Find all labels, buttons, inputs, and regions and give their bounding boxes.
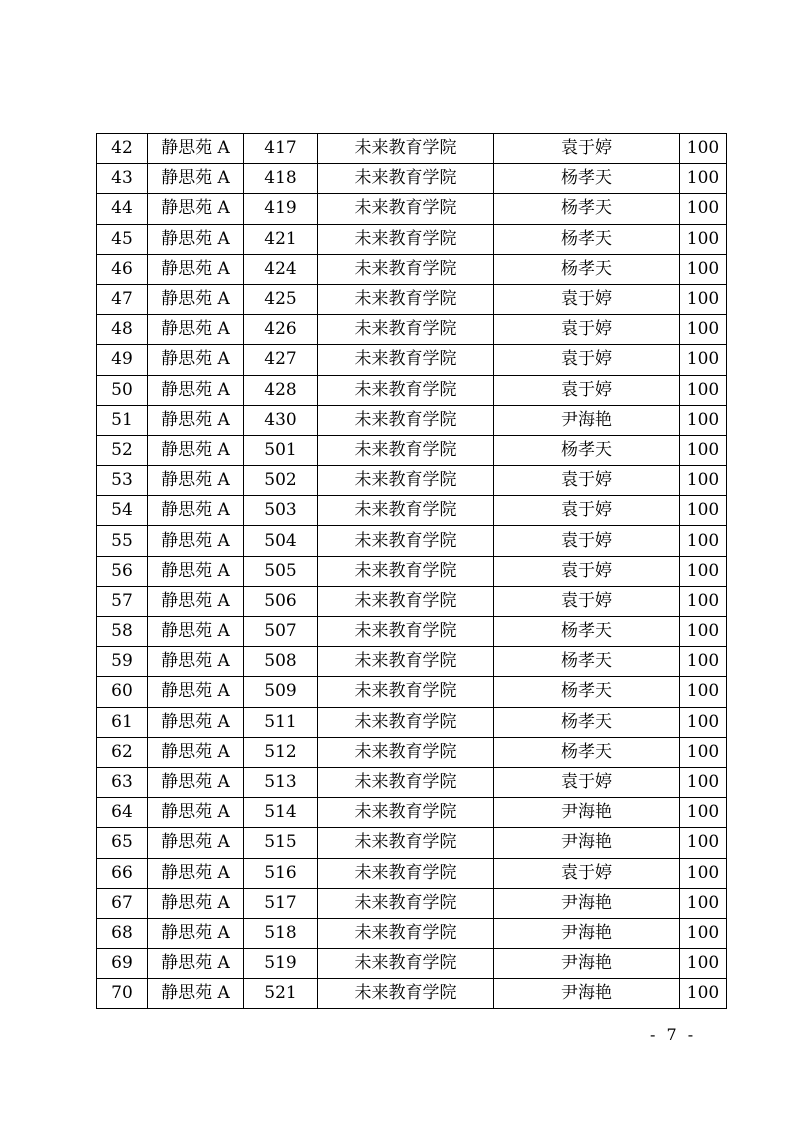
table-row xyxy=(97,375,727,405)
building-cell: 静思苑 A xyxy=(148,677,244,707)
room-number-cell: 428 xyxy=(244,375,318,405)
person-in-charge-cell: 袁于婷 xyxy=(494,767,680,797)
building-cell: 静思苑 A xyxy=(148,134,244,164)
table-row xyxy=(97,496,727,526)
college-cell: 未来教育学院 xyxy=(318,134,494,164)
table-row xyxy=(97,466,727,496)
college-cell: 未来教育学院 xyxy=(318,707,494,737)
person-in-charge-cell: 袁于婷 xyxy=(494,858,680,888)
person-in-charge-cell: 袁于婷 xyxy=(494,556,680,586)
row-number-cell: 60 xyxy=(97,677,148,707)
score-cell: 100 xyxy=(680,858,727,888)
table-row xyxy=(97,647,727,677)
table-row xyxy=(97,858,727,888)
building-cell: 静思苑 A xyxy=(148,888,244,918)
table-row xyxy=(97,405,727,435)
table-row xyxy=(97,315,727,345)
college-cell: 未来教育学院 xyxy=(318,435,494,465)
row-number-cell: 50 xyxy=(97,375,148,405)
table-row xyxy=(97,949,727,979)
room-number-cell: 419 xyxy=(244,194,318,224)
row-number-cell: 45 xyxy=(97,224,148,254)
person-in-charge-cell: 杨孝天 xyxy=(494,224,680,254)
person-in-charge-cell: 杨孝天 xyxy=(494,707,680,737)
person-in-charge-cell: 杨孝天 xyxy=(494,164,680,194)
building-cell: 静思苑 A xyxy=(148,164,244,194)
person-in-charge-cell: 袁于婷 xyxy=(494,496,680,526)
building-cell: 静思苑 A xyxy=(148,707,244,737)
college-cell: 未来教育学院 xyxy=(318,737,494,767)
person-in-charge-cell: 尹海艳 xyxy=(494,949,680,979)
score-cell: 100 xyxy=(680,496,727,526)
score-cell: 100 xyxy=(680,164,727,194)
building-cell: 静思苑 A xyxy=(148,617,244,647)
score-cell: 100 xyxy=(680,526,727,556)
row-number-cell: 46 xyxy=(97,254,148,284)
person-in-charge-cell: 杨孝天 xyxy=(494,737,680,767)
table-row xyxy=(97,586,727,616)
building-cell: 静思苑 A xyxy=(148,828,244,858)
person-in-charge-cell: 袁于婷 xyxy=(494,315,680,345)
room-number-cell: 426 xyxy=(244,315,318,345)
person-in-charge-cell: 袁于婷 xyxy=(494,466,680,496)
row-number-cell: 43 xyxy=(97,164,148,194)
table-row xyxy=(97,828,727,858)
score-cell: 100 xyxy=(680,918,727,948)
score-cell: 100 xyxy=(680,707,727,737)
building-cell: 静思苑 A xyxy=(148,556,244,586)
score-cell: 100 xyxy=(680,466,727,496)
room-number-cell: 521 xyxy=(244,979,318,1009)
score-cell: 100 xyxy=(680,254,727,284)
room-number-cell: 512 xyxy=(244,737,318,767)
room-number-cell: 501 xyxy=(244,435,318,465)
room-number-cell: 417 xyxy=(244,134,318,164)
score-cell: 100 xyxy=(680,345,727,375)
college-cell: 未来教育学院 xyxy=(318,496,494,526)
person-in-charge-cell: 杨孝天 xyxy=(494,617,680,647)
room-number-cell: 519 xyxy=(244,949,318,979)
college-cell: 未来教育学院 xyxy=(318,949,494,979)
person-in-charge-cell: 尹海艳 xyxy=(494,828,680,858)
building-cell: 静思苑 A xyxy=(148,979,244,1009)
score-cell: 100 xyxy=(680,586,727,616)
dormitory-score-table xyxy=(96,133,727,1009)
college-cell: 未来教育学院 xyxy=(318,254,494,284)
room-number-cell: 513 xyxy=(244,767,318,797)
row-number-cell: 47 xyxy=(97,284,148,314)
building-cell: 静思苑 A xyxy=(148,466,244,496)
score-cell: 100 xyxy=(680,677,727,707)
table-row xyxy=(97,134,727,164)
row-number-cell: 65 xyxy=(97,828,148,858)
person-in-charge-cell: 袁于婷 xyxy=(494,284,680,314)
college-cell: 未来教育学院 xyxy=(318,284,494,314)
college-cell: 未来教育学院 xyxy=(318,767,494,797)
row-number-cell: 68 xyxy=(97,918,148,948)
row-number-cell: 52 xyxy=(97,435,148,465)
row-number-cell: 63 xyxy=(97,767,148,797)
row-number-cell: 49 xyxy=(97,345,148,375)
room-number-cell: 427 xyxy=(244,345,318,375)
building-cell: 静思苑 A xyxy=(148,949,244,979)
room-number-cell: 516 xyxy=(244,858,318,888)
score-cell: 100 xyxy=(680,767,727,797)
table-row xyxy=(97,888,727,918)
table-row xyxy=(97,224,727,254)
building-cell: 静思苑 A xyxy=(148,405,244,435)
score-cell: 100 xyxy=(680,888,727,918)
building-cell: 静思苑 A xyxy=(148,345,244,375)
person-in-charge-cell: 袁于婷 xyxy=(494,375,680,405)
table-row xyxy=(97,345,727,375)
room-number-cell: 507 xyxy=(244,617,318,647)
table-row xyxy=(97,164,727,194)
person-in-charge-cell: 袁于婷 xyxy=(494,134,680,164)
person-in-charge-cell: 尹海艳 xyxy=(494,888,680,918)
room-number-cell: 424 xyxy=(244,254,318,284)
person-in-charge-cell: 尹海艳 xyxy=(494,918,680,948)
score-cell: 100 xyxy=(680,435,727,465)
room-number-cell: 430 xyxy=(244,405,318,435)
college-cell: 未来教育学院 xyxy=(318,224,494,254)
college-cell: 未来教育学院 xyxy=(318,526,494,556)
building-cell: 静思苑 A xyxy=(148,918,244,948)
score-cell: 100 xyxy=(680,979,727,1009)
room-number-cell: 418 xyxy=(244,164,318,194)
row-number-cell: 64 xyxy=(97,798,148,828)
score-cell: 100 xyxy=(680,828,727,858)
person-in-charge-cell: 杨孝天 xyxy=(494,435,680,465)
college-cell: 未来教育学院 xyxy=(318,617,494,647)
college-cell: 未来教育学院 xyxy=(318,405,494,435)
score-cell: 100 xyxy=(680,647,727,677)
building-cell: 静思苑 A xyxy=(148,586,244,616)
building-cell: 静思苑 A xyxy=(148,496,244,526)
row-number-cell: 48 xyxy=(97,315,148,345)
score-cell: 100 xyxy=(680,556,727,586)
row-number-cell: 44 xyxy=(97,194,148,224)
table-row xyxy=(97,979,727,1009)
room-number-cell: 421 xyxy=(244,224,318,254)
table-row xyxy=(97,737,727,767)
college-cell: 未来教育学院 xyxy=(318,315,494,345)
person-in-charge-cell: 尹海艳 xyxy=(494,405,680,435)
row-number-cell: 58 xyxy=(97,617,148,647)
table-row xyxy=(97,617,727,647)
table-row xyxy=(97,254,727,284)
score-cell: 100 xyxy=(680,617,727,647)
person-in-charge-cell: 尹海艳 xyxy=(494,798,680,828)
row-number-cell: 67 xyxy=(97,888,148,918)
person-in-charge-cell: 袁于婷 xyxy=(494,345,680,375)
college-cell: 未来教育学院 xyxy=(318,677,494,707)
building-cell: 静思苑 A xyxy=(148,254,244,284)
room-number-cell: 425 xyxy=(244,284,318,314)
college-cell: 未来教育学院 xyxy=(318,828,494,858)
room-number-cell: 518 xyxy=(244,918,318,948)
score-cell: 100 xyxy=(680,315,727,345)
building-cell: 静思苑 A xyxy=(148,284,244,314)
room-number-cell: 508 xyxy=(244,647,318,677)
table-row xyxy=(97,194,727,224)
college-cell: 未来教育学院 xyxy=(318,194,494,224)
room-number-cell: 515 xyxy=(244,828,318,858)
table-row xyxy=(97,435,727,465)
building-cell: 静思苑 A xyxy=(148,435,244,465)
person-in-charge-cell: 杨孝天 xyxy=(494,194,680,224)
building-cell: 静思苑 A xyxy=(148,858,244,888)
building-cell: 静思苑 A xyxy=(148,194,244,224)
person-in-charge-cell: 袁于婷 xyxy=(494,586,680,616)
building-cell: 静思苑 A xyxy=(148,767,244,797)
building-cell: 静思苑 A xyxy=(148,375,244,405)
college-cell: 未来教育学院 xyxy=(318,586,494,616)
row-number-cell: 66 xyxy=(97,858,148,888)
room-number-cell: 504 xyxy=(244,526,318,556)
table-row xyxy=(97,707,727,737)
college-cell: 未来教育学院 xyxy=(318,345,494,375)
row-number-cell: 57 xyxy=(97,586,148,616)
row-number-cell: 70 xyxy=(97,979,148,1009)
person-in-charge-cell: 尹海艳 xyxy=(494,979,680,1009)
table-row xyxy=(97,556,727,586)
row-number-cell: 42 xyxy=(97,134,148,164)
person-in-charge-cell: 杨孝天 xyxy=(494,254,680,284)
college-cell: 未来教育学院 xyxy=(318,888,494,918)
room-number-cell: 502 xyxy=(244,466,318,496)
college-cell: 未来教育学院 xyxy=(318,164,494,194)
person-in-charge-cell: 袁于婷 xyxy=(494,526,680,556)
page-number: - 7 - xyxy=(650,1025,697,1044)
room-number-cell: 506 xyxy=(244,586,318,616)
building-cell: 静思苑 A xyxy=(148,526,244,556)
score-cell: 100 xyxy=(680,798,727,828)
college-cell: 未来教育学院 xyxy=(318,858,494,888)
table-row xyxy=(97,284,727,314)
row-number-cell: 55 xyxy=(97,526,148,556)
table-row xyxy=(97,677,727,707)
row-number-cell: 53 xyxy=(97,466,148,496)
person-in-charge-cell: 杨孝天 xyxy=(494,677,680,707)
score-cell: 100 xyxy=(680,284,727,314)
table-row xyxy=(97,918,727,948)
score-cell: 100 xyxy=(680,737,727,767)
room-number-cell: 509 xyxy=(244,677,318,707)
college-cell: 未来教育学院 xyxy=(318,466,494,496)
score-cell: 100 xyxy=(680,405,727,435)
score-cell: 100 xyxy=(680,375,727,405)
room-number-cell: 514 xyxy=(244,798,318,828)
score-cell: 100 xyxy=(680,134,727,164)
row-number-cell: 54 xyxy=(97,496,148,526)
building-cell: 静思苑 A xyxy=(148,224,244,254)
table-row xyxy=(97,526,727,556)
score-cell: 100 xyxy=(680,194,727,224)
table-row xyxy=(97,798,727,828)
table-row xyxy=(97,767,727,797)
row-number-cell: 51 xyxy=(97,405,148,435)
person-in-charge-cell: 杨孝天 xyxy=(494,647,680,677)
score-cell: 100 xyxy=(680,949,727,979)
building-cell: 静思苑 A xyxy=(148,737,244,767)
college-cell: 未来教育学院 xyxy=(318,798,494,828)
room-number-cell: 503 xyxy=(244,496,318,526)
college-cell: 未来教育学院 xyxy=(318,556,494,586)
college-cell: 未来教育学院 xyxy=(318,918,494,948)
building-cell: 静思苑 A xyxy=(148,315,244,345)
college-cell: 未来教育学院 xyxy=(318,647,494,677)
row-number-cell: 61 xyxy=(97,707,148,737)
room-number-cell: 505 xyxy=(244,556,318,586)
row-number-cell: 62 xyxy=(97,737,148,767)
room-number-cell: 511 xyxy=(244,707,318,737)
room-number-cell: 517 xyxy=(244,888,318,918)
score-cell: 100 xyxy=(680,224,727,254)
row-number-cell: 56 xyxy=(97,556,148,586)
row-number-cell: 69 xyxy=(97,949,148,979)
college-cell: 未来教育学院 xyxy=(318,979,494,1009)
row-number-cell: 59 xyxy=(97,647,148,677)
building-cell: 静思苑 A xyxy=(148,647,244,677)
table-body xyxy=(97,134,727,1009)
building-cell: 静思苑 A xyxy=(148,798,244,828)
college-cell: 未来教育学院 xyxy=(318,375,494,405)
